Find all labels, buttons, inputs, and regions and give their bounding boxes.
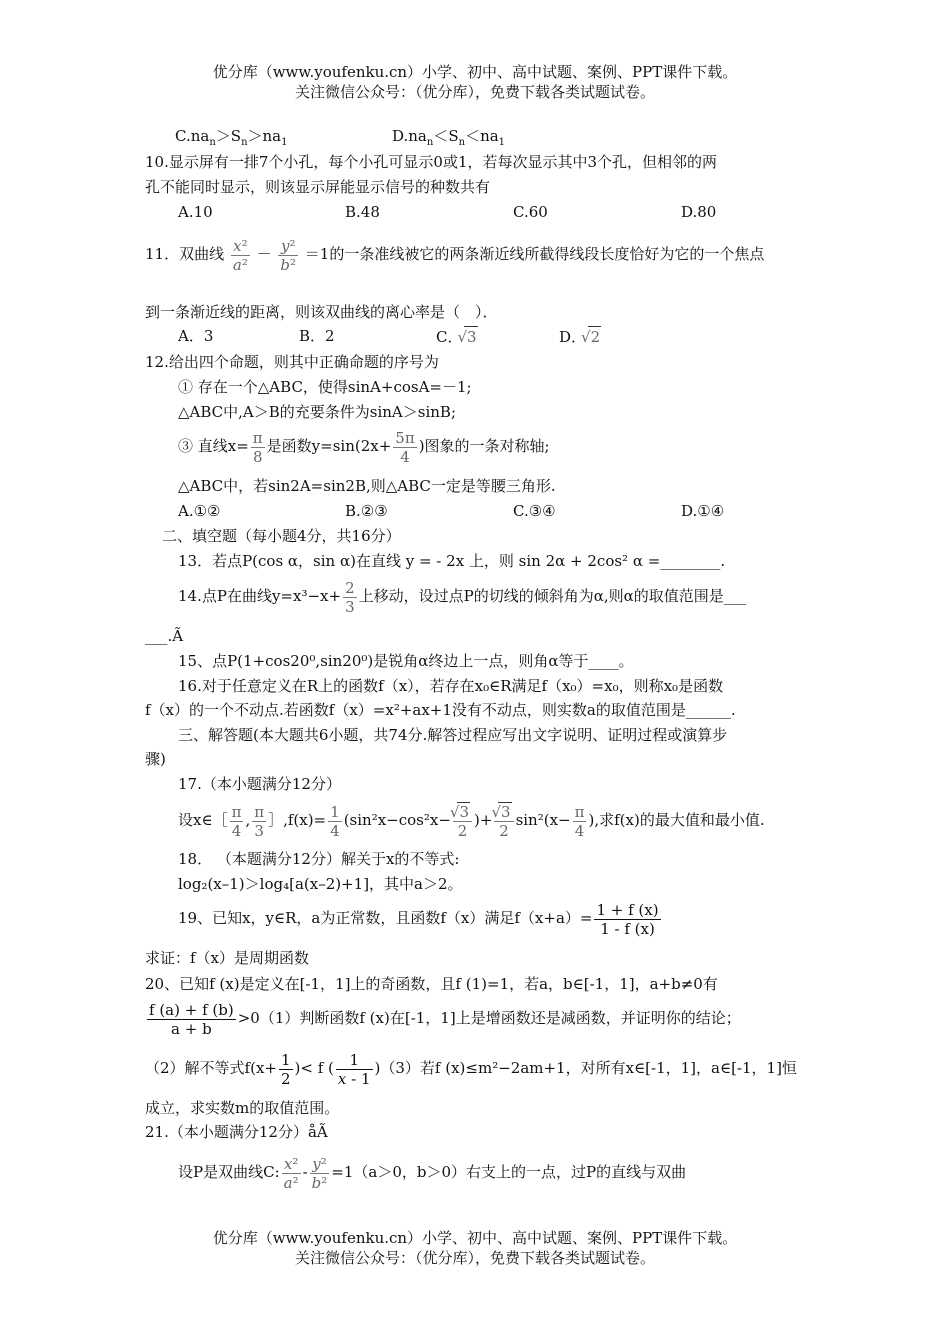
q20-line-4: 成立，求实数m的取值范围。: [145, 1099, 340, 1117]
q17-heading: 17.（本小题满分12分）: [178, 775, 341, 793]
section-3-heading-1: 三、解答题(本大题共6小题，共74分.解答过程应写出文字说明、证明过程或演算步: [178, 726, 728, 744]
q21-body: 设P是双曲线C: $\frac{\text{x²}}{\text{a²}}$ - $\frac{\text{y²}}{\text{b²}}$ =1（a＞0，b＞0）右支上的一点，过P的直线与双曲: [178, 1154, 687, 1192]
q9-option-d: $D.na_n<S_n<na_1$: [392, 127, 506, 148]
q12-stem: 12.给出四个命题，则其中正确命题的序号为: [145, 353, 439, 371]
header-line-2: 关注微信公众号：（优分库），免费下载各类试题试卷。: [294, 83, 655, 101]
q13: 13．若点P(cos α，sin α)在直线 y = - 2x 上，则 sin 2α + 2cos² α =________.: [178, 552, 726, 570]
q19-line-1: 19、已知x，y∈R，a为正常数，且函数f（x）满足f（x+a）= $\frac{1 + f (x)}{1 - f (x)}$: [178, 900, 659, 938]
q16-line-2: f（x）的一个不动点.若函数f（x）=x²+ax+1没有不动点，则实数a的取值范围是______.: [145, 701, 736, 719]
q11-option-d: D．√ 2: [559, 326, 601, 347]
q10-stem-1: 10.显示屏有一排7个小孔，每个小孔可显示0或1，若每次显示其中3个孔，但相邻的两: [145, 153, 718, 171]
q11-option-b: B．2: [299, 327, 335, 345]
q18-body: log₂(x–1)＞log₄[a(x–2)+1]，其中a＞2。: [178, 875, 463, 893]
q18-heading: 18． （本题满分12分）解关于x的不等式:: [178, 850, 460, 868]
q10-stem-2: 孔不能同时显示，则该显示屏能显示信号的种数共有: [145, 178, 491, 196]
footer-line-2: 关注微信公众号：（优分库），免费下载各类试题试卷。: [294, 1249, 655, 1267]
q11-stem-1: 11．双曲线 $\frac{\text{x²}}{\text{a²}}$ － $\frac{\text{y²}}{\text{b²}}$ ＝1的一条准线被它的两条渐近线所截得线段长度恰好为它的一个焦点: [145, 236, 765, 274]
q12-proposition-1: ① 存在一个△ABC，使得sinA+cosA=－1;: [178, 378, 472, 396]
q11-option-a: A．3: [178, 327, 214, 345]
q12-option-d: D.①④: [681, 502, 725, 520]
q12-option-b: B.②③: [345, 502, 388, 520]
x2-over-a2-fraction: $\frac{\text{x²}}{\text{a²}}$: [232, 236, 248, 274]
section-2-heading: 二、填空题（每小题4分，共16分）: [162, 527, 401, 545]
q9-option-c: $C.na_n>S_n>na_1$: [175, 127, 288, 148]
q19-line-2: 求证：f（x）是周期函数: [145, 949, 310, 967]
header-line-1: 优分库（www.youfenku.cn）小学、初中、高中试题、案例、PPT课件下载。: [212, 63, 738, 81]
q12-option-a: A.①②: [178, 502, 221, 520]
q15: 15、点P(1+cos20⁰,sin20⁰)是锐角α终边上一点，则角α等于____。: [178, 652, 634, 670]
q12-option-c: C.③④: [513, 502, 556, 520]
q20-line-1: 20、已知f (x)是定义在[-1，1]上的奇函数，且f (1)=1，若a，b∈[-1，1]，a+b≠0有: [145, 975, 718, 993]
q14-line-1: 14.点P在曲线y=x³−x+ $\frac{2}{3}$ 上移动，设过点P的切线的倾斜角为α,则α的取值范围是___: [178, 578, 747, 616]
q16-line-1: 16.对于任意定义在R上的函数f（x），若存在x₀∈R满足f（x₀）=x₀，则称x₀是函数: [178, 677, 724, 695]
q10-option-a: A.10: [178, 203, 213, 221]
q12-proposition-4: △ABC中，若sin2A=sin2B,则△ABC一定是等腰三角形.: [178, 477, 556, 495]
footer-line-1: 优分库（www.youfenku.cn）小学、初中、高中试题、案例、PPT课件下载。: [212, 1229, 738, 1247]
y2-over-b2-fraction: $\frac{\text{y²}}{\text{b²}}$: [280, 236, 297, 274]
q12-proposition-2: △ABC中,A＞B的充要条件为sinA＞sinB;: [178, 403, 456, 421]
q12-proposition-3: ③ 直线x= $\frac{\pi}{8}$ 是函数y=sin(2x+ $\frac{5\pi}{4}$ )图象的一条对称轴;: [178, 428, 550, 466]
q11-option-c: C．√ 3: [436, 326, 478, 347]
q10-option-d: D.80: [681, 203, 717, 221]
q20-line-3: （2）解不等式f(x+ $\frac{1}{2}$ )< f ( $\frac{1}{x - 1}$ )（3）若f (x)≤m²−2am+1，对所有x∈[-1，1]，a∈[-1，1]恒: [145, 1050, 797, 1088]
q21-heading: 21.（本小题满分12分）åÃ: [145, 1123, 328, 1141]
section-3-heading-2: 骤): [145, 750, 166, 768]
q14-line-2: ___.Ã: [145, 627, 184, 645]
q10-option-b: B.48: [345, 203, 380, 221]
q17-body: 设x∈［ $\frac{\pi}{4}$ , $\frac{\pi}{3}$ ］,f(x)= $\frac{1}{4}$ (sin²x−cos²x− √ $\frac{3}{2}$ )+ √ $\frac{3}{2}$ sin²(x− $\frac{\pi}{4}$ ),求f(x)的最大值和最小值.: [178, 802, 765, 840]
q10-option-c: C.60: [513, 203, 548, 221]
q11-stem-2: 到一条渐近线的距离，则该双曲线的离心率是（ ）．: [145, 303, 498, 321]
q20-line-2: $\frac{f (a) + f (b)}{a + b}$ >0（1）判断函数f (x)在[-1，1]上是增函数还是减函数，并证明你的结论；: [149, 1000, 741, 1038]
